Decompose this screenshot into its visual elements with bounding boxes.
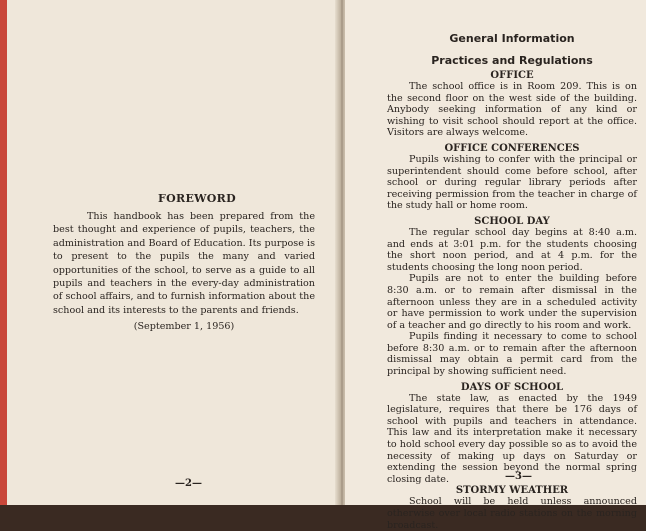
days-of-school-paragraph: The state law, as enacted by the 1949 legislature, requires that there be 176 days of school with pupils and teachers in attendance. This law and its interpretation make it necessary to hold school every day possible so as to avoid the necessity of making up days on Saturday or extending the session beyond the normal spring closing date. xyxy=(387,392,637,485)
section-heading-office-conferences: OFFICE CONFERENCES xyxy=(444,142,580,154)
page-number-left: —2— xyxy=(175,478,202,489)
right-page xyxy=(345,0,646,531)
school-day-paragraph-2: Pupils are not to enter the building before 8:30 a.m. or to remain after dismissal in the afternoon unless they are in a scheduled activity or have permission to work under the supervision of a teacher and go directly to his room and work. xyxy=(387,273,637,331)
stormy-weather-paragraph: School will be held unless announced otherwise over local radio stations on the morning broadcast. xyxy=(387,496,637,531)
page-subtitle: Practices and Regulations xyxy=(431,54,593,67)
foreword-text: This handbook has been prepared from the best thought and experience of pupils, teachers, the administration and Board of Education. Its purpose is to present to the pupils the many and varied opportunities of the school, to serve as a guide to all pupils and teachers in the every-day administration of school affairs, and to furnish information about the school and its interests to the parents and friends. xyxy=(53,211,315,316)
office-conferences-paragraph: Pupils wishing to confer with the principal or superintendent should come before school, after school or during regular library periods after receiving permission from the teacher in charge of the study hall or home room. xyxy=(387,153,637,212)
foreword-date: (September 1, 1956) xyxy=(133,321,235,332)
section-heading-stormy-weather: STORMY WEATHER xyxy=(455,485,569,497)
school-day-paragraph-3: Pupils finding it necessary to come to school before 8:30 a.m. or to remain after the afternoon dismissal may obtain a permit card from the principal by showing sufficient need. xyxy=(387,331,637,378)
section-heading-office: OFFICE xyxy=(490,70,534,81)
page-number-right: —3— xyxy=(505,471,532,482)
foreword-heading: FOREWORD xyxy=(158,192,236,205)
office-paragraph: The school office is in Room 209. This is on the second floor on the west side of the building. Anybody seeking information of any kind or wishing to visit school should report at the office. Visitors are always welcome. xyxy=(387,81,637,139)
page-title: General Information xyxy=(449,32,575,45)
school-day-paragraph-1: The regular school day begins at 8:40 a.m. and ends at 3:01 p.m. for the students choosing the short noon period, and at 4 p.m. for the students choosing the long noon period. xyxy=(387,226,637,273)
section-heading-school-day: SCHOOL DAY xyxy=(474,215,550,227)
section-heading-days-of-school: DAYS OF SCHOOL xyxy=(460,381,564,393)
